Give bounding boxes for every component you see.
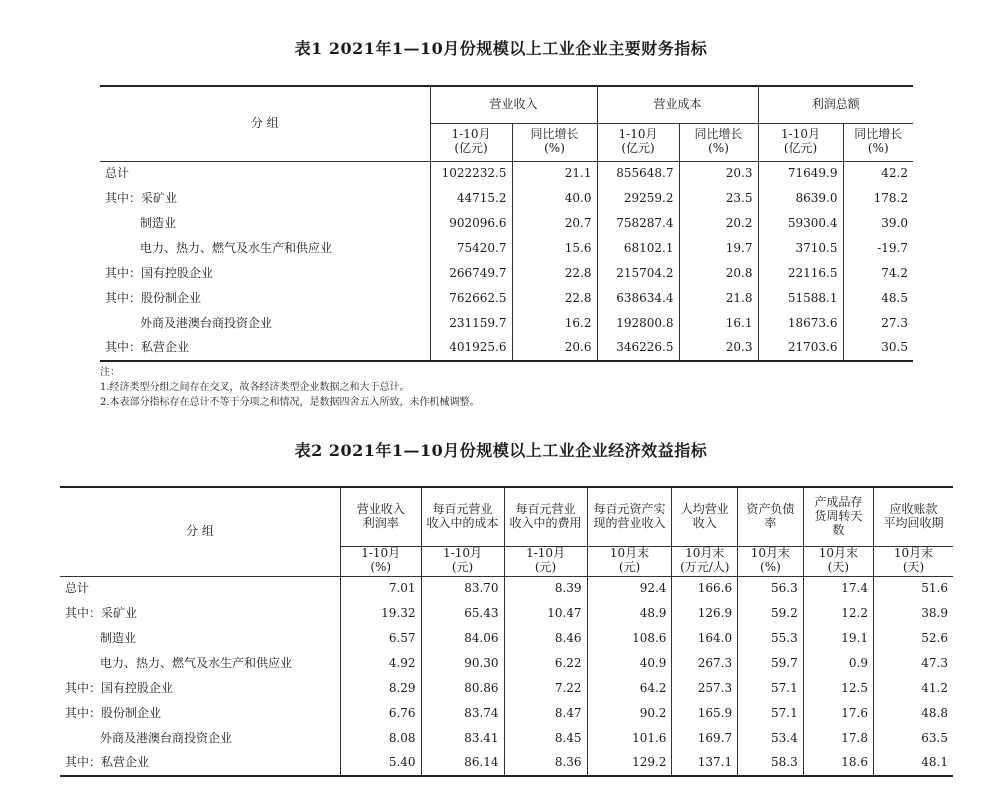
row-value: 401925.6 — [430, 336, 512, 361]
column-header-line: 收入 — [692, 515, 717, 530]
unit-header-period: 10月末 — [818, 546, 858, 561]
row-value: 40.9 — [587, 651, 672, 676]
sub-header — [597, 123, 679, 161]
row-value: 19.32 — [340, 601, 421, 626]
sub-header — [843, 123, 913, 161]
sub-header-unit: (亿元) — [783, 141, 818, 155]
unit-header-unit: (元) — [534, 560, 557, 574]
row-value: 3710.5 — [758, 236, 843, 261]
row-value: 18.6 — [803, 751, 873, 776]
sub-header-unit: (%) — [867, 141, 889, 155]
row-value: 22116.5 — [758, 261, 843, 286]
unit-header-unit: (元) — [451, 560, 474, 574]
sub-header-unit: (%) — [708, 141, 729, 155]
unit-header — [738, 546, 804, 576]
column-header-line: 收入中的费用 — [509, 515, 582, 530]
row-value: 215704.2 — [597, 261, 679, 286]
row-value: 68102.1 — [597, 236, 679, 261]
row-value: 20.2 — [679, 211, 758, 236]
row-value: 63.5 — [874, 726, 954, 751]
row-label: 其中：私营企业 — [105, 340, 190, 355]
unit-header-period: 10月末 — [750, 546, 791, 561]
table-row — [100, 311, 913, 336]
sub-header — [512, 123, 597, 161]
row-value: 83.74 — [421, 701, 504, 726]
column-header-line: 利润率 — [362, 515, 399, 530]
table-row — [100, 186, 913, 211]
row-value: 92.4 — [587, 576, 672, 601]
row-value: 84.06 — [421, 626, 504, 651]
column-header-line: 每百元营业 — [515, 501, 576, 516]
column-header — [340, 487, 421, 546]
unit-header — [421, 546, 504, 576]
row-value: 20.8 — [679, 261, 758, 286]
row-value: 10.47 — [504, 601, 587, 626]
table2-title: 表2 2021年1—10月份规模以上工业企业经济效益指标 — [294, 441, 708, 460]
row-value: 80.86 — [421, 676, 504, 701]
row-value: 65.43 — [421, 601, 504, 626]
unit-header-unit: (天) — [827, 560, 850, 574]
row-value: 41.2 — [874, 676, 954, 701]
row-value: 39.0 — [843, 211, 913, 236]
table1-financial-indicators — [100, 85, 913, 362]
table-row — [60, 701, 953, 726]
table-row — [60, 626, 953, 651]
column-header-line: 人均营业 — [680, 501, 729, 516]
row-value: 90.30 — [421, 651, 504, 676]
row-value: 4.92 — [340, 651, 421, 676]
row-value: 83.70 — [421, 576, 504, 601]
row-label: 其中：私营企业 — [65, 755, 150, 770]
row-value: 126.9 — [672, 601, 738, 626]
column-header — [587, 487, 672, 546]
row-value: 165.9 — [672, 701, 738, 726]
row-label: 其中：股份制企业 — [65, 705, 162, 720]
note-line: 注： — [100, 367, 120, 378]
row-value: 7.22 — [504, 676, 587, 701]
group-header: 分 组 — [186, 523, 214, 538]
row-value: 42.2 — [843, 161, 913, 186]
note-line: 1.经济类型分组之间存在交叉，故各经济类型企业数据之和大于总计。 — [100, 382, 410, 393]
table-row — [60, 651, 953, 676]
column-header-line: 现的营业收入 — [593, 515, 666, 530]
row-value: 129.2 — [587, 751, 672, 776]
row-value: 8.08 — [340, 726, 421, 751]
row-value: 5.40 — [340, 751, 421, 776]
row-value: 21.1 — [512, 161, 597, 186]
row-value: 8.39 — [504, 576, 587, 601]
row-value: 902096.6 — [430, 211, 512, 236]
row-value: 1022232.5 — [430, 161, 512, 186]
row-value: 257.3 — [672, 676, 738, 701]
row-value: 20.3 — [679, 161, 758, 186]
row-value: 48.1 — [874, 751, 954, 776]
row-value: 59.7 — [738, 651, 804, 676]
row-label: 总计 — [105, 165, 130, 180]
row-value: 30.5 — [843, 336, 913, 361]
sub-header-line: 同比增长 — [530, 127, 579, 142]
column-header — [504, 487, 587, 546]
column-header-line: 每百元资产实 — [593, 501, 666, 516]
column-header-line: 货周转天 — [814, 508, 863, 523]
row-value: 19.1 — [803, 626, 873, 651]
column-header-line: 收入中的成本 — [426, 515, 499, 530]
sub-header-line: 同比增长 — [854, 127, 903, 142]
unit-header-unit: (%) — [370, 560, 392, 574]
row-label: 其中：股份制企业 — [105, 290, 202, 305]
row-label: 其中：国有控股企业 — [105, 265, 214, 280]
table-row — [60, 751, 953, 776]
row-value: 12.5 — [803, 676, 873, 701]
column-header-line: 平均回收期 — [883, 515, 944, 530]
unit-header — [874, 546, 954, 576]
row-value: 51588.1 — [758, 286, 843, 311]
row-value: 108.6 — [587, 626, 672, 651]
unit-header — [340, 546, 421, 576]
row-label: 其中：国有控股企业 — [65, 680, 174, 695]
sub-header-unit: (亿元) — [454, 141, 488, 155]
row-value: 58.3 — [738, 751, 804, 776]
row-value: 83.41 — [421, 726, 504, 751]
sub-header-line: 同比增长 — [694, 127, 743, 142]
row-value: 855648.7 — [597, 161, 679, 186]
row-value: 27.3 — [843, 311, 913, 336]
row-label: 电力、热力、燃气及水生产和供应业 — [140, 240, 333, 255]
unit-header — [672, 546, 738, 576]
column-header — [672, 487, 738, 546]
sub-header-unit: (亿元) — [621, 141, 655, 155]
row-value: 20.3 — [679, 336, 758, 361]
table-row — [60, 676, 953, 701]
row-value: 169.7 — [672, 726, 738, 751]
row-value: 59.2 — [738, 601, 804, 626]
unit-header — [803, 546, 873, 576]
unit-header-unit: (天) — [902, 560, 925, 574]
unit-header-period: 10月末 — [893, 546, 934, 561]
row-label: 制造业 — [100, 630, 137, 645]
unit-header — [587, 546, 672, 576]
row-value: 90.2 — [587, 701, 672, 726]
row-value: 47.3 — [874, 651, 954, 676]
row-value: 57.1 — [738, 701, 804, 726]
row-value: 178.2 — [843, 186, 913, 211]
unit-header-period: 1-10月 — [361, 546, 401, 561]
row-label: 制造业 — [140, 215, 177, 230]
row-value: 55.3 — [738, 626, 804, 651]
row-value: 101.6 — [587, 726, 672, 751]
row-value: 346226.5 — [597, 336, 679, 361]
column-header-line: 率 — [764, 515, 777, 530]
unit-header-period: 1-10月 — [443, 546, 483, 561]
column-header-line: 应收账款 — [889, 501, 938, 516]
sub-header — [758, 123, 843, 161]
row-label: 其中：采矿业 — [105, 190, 178, 205]
sub-header-unit: (%) — [544, 141, 565, 155]
row-value: 64.2 — [587, 676, 672, 701]
row-value: 18673.6 — [758, 311, 843, 336]
row-value: 19.7 — [679, 236, 758, 261]
col-group-header: 利润总额 — [758, 86, 913, 123]
row-value: 53.4 — [738, 726, 804, 751]
sub-header-line: 1-10月 — [451, 127, 491, 142]
unit-header-period: 10月末 — [609, 546, 650, 561]
row-value: 52.6 — [874, 626, 954, 651]
column-header-line: 资产负债 — [746, 501, 795, 516]
row-value: 231159.7 — [430, 311, 512, 336]
row-value: 16.2 — [512, 311, 597, 336]
row-value: 16.1 — [679, 311, 758, 336]
row-value: 48.8 — [874, 701, 954, 726]
column-header — [803, 487, 873, 546]
table-row — [100, 286, 913, 311]
row-value: 137.1 — [672, 751, 738, 776]
row-value: 71649.9 — [758, 161, 843, 186]
row-value: 17.4 — [803, 576, 873, 601]
column-header — [421, 487, 504, 546]
row-value: 86.14 — [421, 751, 504, 776]
row-value: 22.8 — [512, 261, 597, 286]
column-header-line: 营业收入 — [356, 501, 405, 516]
row-value: 762662.5 — [430, 286, 512, 311]
unit-header-period: 10月末 — [685, 546, 725, 561]
row-label: 外商及港澳台商投资企业 — [100, 730, 233, 745]
row-value: 20.6 — [512, 336, 597, 361]
sub-header — [679, 123, 758, 161]
row-value: 12.2 — [803, 601, 873, 626]
row-value: 758287.4 — [597, 211, 679, 236]
unit-header-unit: (元) — [618, 560, 641, 574]
row-value: 21703.6 — [758, 336, 843, 361]
row-value: 48.9 — [587, 601, 672, 626]
row-value: -19.7 — [843, 236, 913, 261]
unit-header-period: 1-10月 — [526, 546, 566, 561]
row-value: 38.9 — [874, 601, 954, 626]
sub-header-line: 1-10月 — [781, 127, 820, 142]
row-value: 8.46 — [504, 626, 587, 651]
row-value: 74.2 — [843, 261, 913, 286]
row-value: 15.6 — [512, 236, 597, 261]
row-value: 51.6 — [874, 576, 954, 601]
row-value: 8.36 — [504, 751, 587, 776]
unit-header-unit: (%) — [760, 560, 781, 574]
table2-efficiency-indicators — [60, 486, 953, 777]
row-label: 电力、热力、燃气及水生产和供应业 — [100, 655, 293, 670]
row-value: 22.8 — [512, 286, 597, 311]
row-value: 40.0 — [512, 186, 597, 211]
row-value: 8.45 — [504, 726, 587, 751]
row-value: 59300.4 — [758, 211, 843, 236]
note-line: 2.本表部分指标存在总计不等于分项之和情况，是数据四舍五入所致，未作机械调整。 — [100, 397, 480, 408]
table-row — [60, 726, 953, 751]
column-header — [738, 487, 804, 546]
table-row — [100, 261, 913, 286]
column-header-line: 每百元营业 — [432, 501, 493, 516]
row-value: 7.01 — [340, 576, 421, 601]
row-value: 164.0 — [672, 626, 738, 651]
column-header — [874, 487, 954, 546]
col-group-header: 营业收入 — [430, 86, 597, 123]
sub-header — [430, 123, 512, 161]
table-row — [60, 601, 953, 626]
row-value: 57.1 — [738, 676, 804, 701]
row-value: 44715.2 — [430, 186, 512, 211]
table-row — [100, 161, 913, 186]
row-value: 192800.8 — [597, 311, 679, 336]
row-label: 总计 — [65, 580, 90, 595]
table-row — [60, 576, 953, 601]
row-value: 8.47 — [504, 701, 587, 726]
row-value: 8639.0 — [758, 186, 843, 211]
column-header-line: 产成品存 — [814, 495, 863, 510]
row-value: 21.8 — [679, 286, 758, 311]
row-value: 56.3 — [738, 576, 804, 601]
column-header-line: 数 — [832, 522, 845, 537]
row-value: 6.76 — [340, 701, 421, 726]
sub-header-line: 1-10月 — [618, 127, 658, 142]
col-group-header: 营业成本 — [597, 86, 758, 123]
group-header: 分 组 — [100, 86, 430, 161]
row-value: 29259.2 — [597, 186, 679, 211]
row-value: 17.8 — [803, 726, 873, 751]
row-value: 48.5 — [843, 286, 913, 311]
row-value: 0.9 — [803, 651, 873, 676]
row-value: 6.22 — [504, 651, 587, 676]
table1-notes — [100, 365, 480, 410]
table-row — [100, 336, 913, 361]
row-value: 23.5 — [679, 186, 758, 211]
row-value: 266749.7 — [430, 261, 512, 286]
row-value: 75420.7 — [430, 236, 512, 261]
table1-title: 表1 2021年1—10月份规模以上工业企业主要财务指标 — [294, 39, 708, 58]
row-value: 267.3 — [672, 651, 738, 676]
row-label: 其中：采矿业 — [65, 605, 138, 620]
row-value: 638634.4 — [597, 286, 679, 311]
row-label: 外商及港澳台商投资企业 — [140, 315, 273, 330]
table-row — [100, 211, 913, 236]
table-row — [100, 236, 913, 261]
row-value: 20.7 — [512, 211, 597, 236]
row-value: 6.57 — [340, 626, 421, 651]
unit-header — [504, 546, 587, 576]
row-value: 17.6 — [803, 701, 873, 726]
row-value: 8.29 — [340, 676, 421, 701]
unit-header-unit: (万元/人) — [680, 560, 730, 574]
row-value: 166.6 — [672, 576, 738, 601]
